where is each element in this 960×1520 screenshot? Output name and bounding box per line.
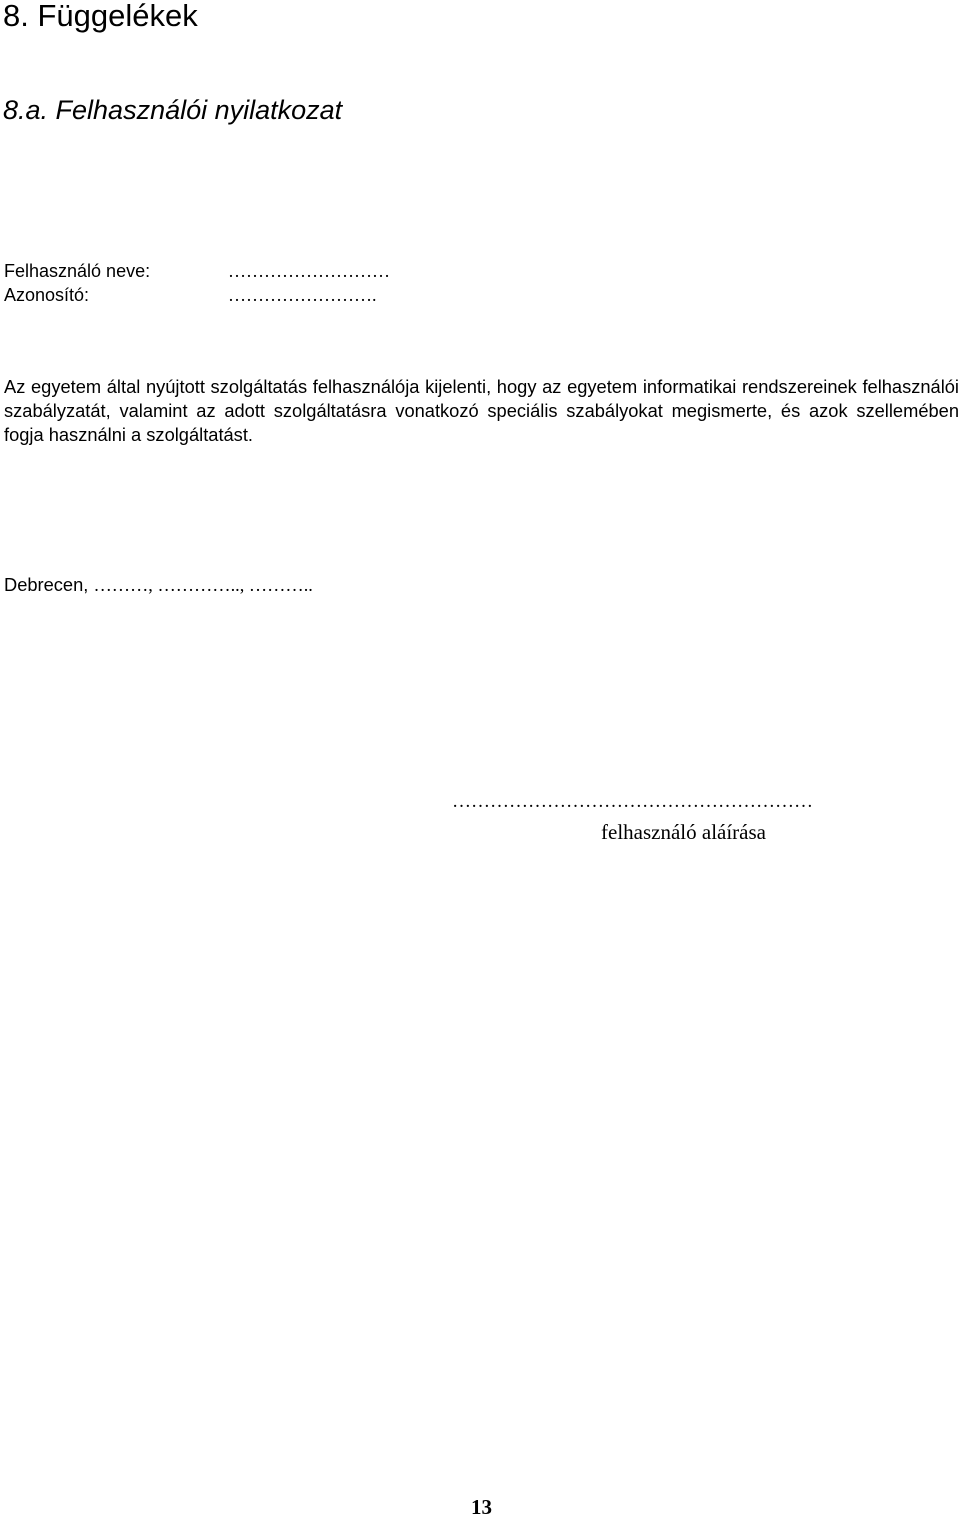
declaration-paragraph: Az egyetem által nyújtott szolgáltatás felhasználója kijelenti, hogy az egyetem informatikai rendszereinek felhasználói szabályzatát, valamint az adott szolgáltatásra vonatkozó speciális szabályokat megismerte, és azok szellemében fogja használni a szolgáltatást. [4,376,959,445]
place-label: Debrecen, [4,574,89,595]
signature-label: felhasználó aláírása [601,820,766,844]
identifier-label: Azonosító: [4,285,90,305]
page-number: 13 [471,1495,492,1519]
identifier-blank: ……………………. [228,285,377,305]
user-name-blank: ……………………… [228,261,390,281]
date-blanks: ………, ………….., ……….. [93,575,313,595]
subsection-title: 8.a. Felhasználói nyilatkozat [3,95,343,125]
section-title: 8. Függelékek [3,0,198,33]
place-date-line [4,571,313,599]
user-name-label: Felhasználó neve: [4,261,151,281]
signature-line: ………………………………………………… [452,791,813,812]
